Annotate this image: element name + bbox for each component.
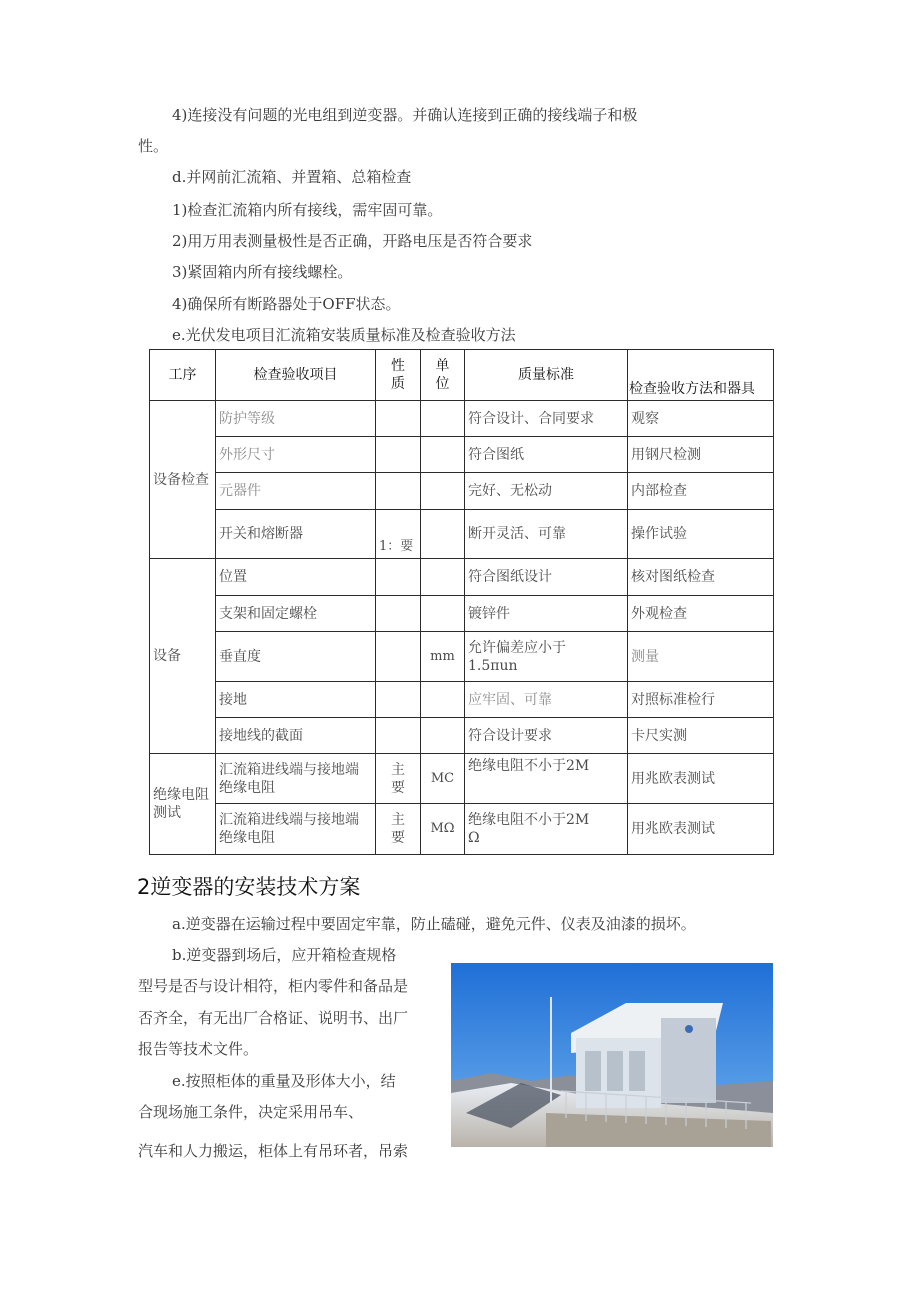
cell-unit	[421, 437, 465, 473]
cell-item	[216, 754, 376, 804]
section-heading: 2逆变器的安装技术方案	[137, 875, 361, 899]
cell-nature-l2: 要	[391, 779, 405, 796]
body-line-e: e.按照柜体的重量及形体大小，结	[172, 1072, 396, 1090]
cell-method: 内部检查	[628, 473, 774, 510]
cell-item: 垂直度	[216, 632, 376, 682]
cell-method: 用钢尺检测	[628, 437, 774, 473]
cell-method: 观察	[628, 401, 774, 437]
table-row	[150, 754, 774, 804]
header-nature	[376, 350, 421, 401]
cell-nature-l1: 主	[391, 761, 405, 778]
cell-nature	[376, 632, 421, 682]
cell-item: 元器件	[216, 473, 376, 510]
cell-standard: 符合图纸	[465, 437, 628, 473]
body-line-b3: 否齐全，有无出厂合格证、说明书、出厂	[138, 1009, 409, 1027]
cell-nature: 1：要	[376, 510, 421, 559]
intro-line-2: 性。	[138, 137, 169, 155]
cell-standard: 符合图纸设计	[465, 559, 628, 596]
cell-item: 位置	[216, 559, 376, 596]
cell-unit	[421, 718, 465, 754]
cell-unit	[421, 559, 465, 596]
cell-item-l1: 汇流箱进线端与接地端	[219, 812, 359, 828]
cell-item-l2: 绝缘电阻	[219, 779, 275, 796]
cell-nature	[376, 596, 421, 632]
cell-item	[216, 804, 376, 855]
header-nature-l1: 性	[391, 358, 405, 374]
table-header-row	[150, 350, 774, 401]
cell-unit: MΩ	[421, 804, 465, 855]
table-row	[150, 473, 774, 510]
cell-unit	[421, 682, 465, 718]
cell-item: 接地线的截面	[216, 718, 376, 754]
body-line-e3: 汽车和人力搬运，柜体上有吊环者，吊索	[138, 1142, 409, 1160]
table-row	[150, 596, 774, 632]
cell-unit	[421, 473, 465, 510]
cell-unit: mm	[421, 632, 465, 682]
cell-standard-l1: 绝缘电阻不小于2M	[468, 812, 590, 828]
body-line-a: a.逆变器在运输过程中要固定牢靠，防止磕碰，避免元件、仪表及油漆的损坏。	[172, 915, 696, 933]
header-process: 工序	[150, 350, 216, 401]
table-row	[150, 682, 774, 718]
header-unit-l1: 单	[435, 358, 450, 374]
cell-nature-l1: 主	[391, 812, 405, 828]
table-row	[150, 718, 774, 754]
cell-method: 用兆欧表测试	[628, 804, 774, 855]
header-item: 检查验收项目	[216, 350, 376, 401]
cell-item-l2: 绝缘电阻	[219, 830, 275, 846]
cell-method: 操作试验	[628, 510, 774, 559]
cell-unit	[421, 510, 465, 559]
cell-method: 测量	[628, 632, 774, 682]
table-row	[150, 804, 774, 855]
body-line-b4: 报告等技术文件。	[138, 1040, 259, 1058]
cell-method: 用兆欧表测试	[628, 754, 774, 804]
cell-nature	[376, 559, 421, 596]
table-row	[150, 559, 774, 596]
cell-unit	[421, 401, 465, 437]
group-name: 设备	[150, 559, 216, 754]
logo-mark	[685, 1025, 693, 1033]
cell-nature	[376, 473, 421, 510]
cell-item: 外形尺寸	[216, 437, 376, 473]
table-row	[150, 437, 774, 473]
cell-standard: 断开灵活、可靠	[465, 510, 628, 559]
cell-method: 核对图纸检查	[628, 559, 774, 596]
cell-nature	[376, 754, 421, 804]
body-line-b2: 型号是否与设计相符，柜内零件和备品是	[138, 977, 409, 995]
cell-standard: 镀锌件	[465, 596, 628, 632]
header-unit	[421, 350, 465, 401]
house-door-1	[585, 1051, 601, 1091]
inverter-house-photo	[451, 963, 773, 1147]
cell-nature	[376, 401, 421, 437]
cell-standard	[465, 804, 628, 855]
table-row	[150, 401, 774, 437]
cell-nature	[376, 682, 421, 718]
header-nature-l2: 质	[391, 376, 405, 392]
inspection-table	[149, 349, 774, 855]
header-method: 检查验收方法和器具	[628, 350, 774, 401]
cell-nature	[376, 437, 421, 473]
intro-line-3: 1)检查汇流箱内所有接线，需牢固可靠。	[172, 201, 443, 219]
cell-item: 防护等级	[216, 401, 376, 437]
cell-item-l1: 汇流箱进线端与接地端	[219, 761, 359, 778]
cell-item: 开关和熔断器	[216, 510, 376, 559]
cell-standard-l2: 1.5πun	[468, 657, 518, 674]
body-line-b: b.逆变器到场后，应开箱检查规格	[172, 946, 397, 964]
intro-line-4: 2)用万用表测量极性是否正确，开路电压是否符合要求	[172, 232, 533, 250]
house-door-2	[607, 1051, 623, 1091]
header-standard: 质量标准	[465, 350, 628, 401]
cell-standard: 应牢固、可靠	[465, 682, 628, 718]
group-name	[150, 754, 216, 855]
cell-nature-l2: 要	[391, 830, 405, 846]
intro-heading-e: e.光伏发电项目汇流箱安装质量标准及检查验收方法	[172, 326, 516, 344]
intro-line-5: 3)紧固箱内所有接线螺栓。	[172, 263, 353, 281]
intro-heading-d: d.并网前汇流箱、并置箱、总箱检查	[172, 168, 412, 186]
group-name-l2: 测试	[153, 805, 181, 821]
cell-standard: 绝缘电阻不小于2M	[465, 754, 628, 804]
house-door-3	[629, 1051, 645, 1091]
cell-method: 对照标准检行	[628, 682, 774, 718]
cell-method: 外观检查	[628, 596, 774, 632]
table-row	[150, 510, 774, 559]
cell-unit: MC	[421, 754, 465, 804]
cell-item: 支架和固定螺栓	[216, 596, 376, 632]
body-line-e2: 合现场施工条件，决定采用吊车、	[138, 1103, 364, 1121]
cell-item: 接地	[216, 682, 376, 718]
header-unit-l2: 位	[435, 376, 450, 392]
intro-line-6: 4)确保所有断路器处于OFF状态。	[172, 295, 401, 313]
cell-standard	[465, 632, 628, 682]
cell-standard: 符合设计要求	[465, 718, 628, 754]
cell-nature	[376, 804, 421, 855]
cell-method: 卡尺实测	[628, 718, 774, 754]
intro-line-1: 4)连接没有问题的光电组到逆变器。并确认连接到正确的接线端子和极	[172, 106, 638, 124]
inverter-house-illustration	[451, 963, 773, 1147]
group-name: 设备检查	[150, 401, 216, 559]
group-name-l1: 绝缘电阻	[153, 787, 209, 803]
cell-standard: 符合设计、合同要求	[465, 401, 628, 437]
cell-standard-l2: Ω	[468, 830, 480, 846]
cell-unit	[421, 596, 465, 632]
cell-nature	[376, 718, 421, 754]
table-row	[150, 632, 774, 682]
cell-standard: 完好、无松动	[465, 473, 628, 510]
cell-standard-l1: 允许偏差应小于	[468, 639, 566, 656]
